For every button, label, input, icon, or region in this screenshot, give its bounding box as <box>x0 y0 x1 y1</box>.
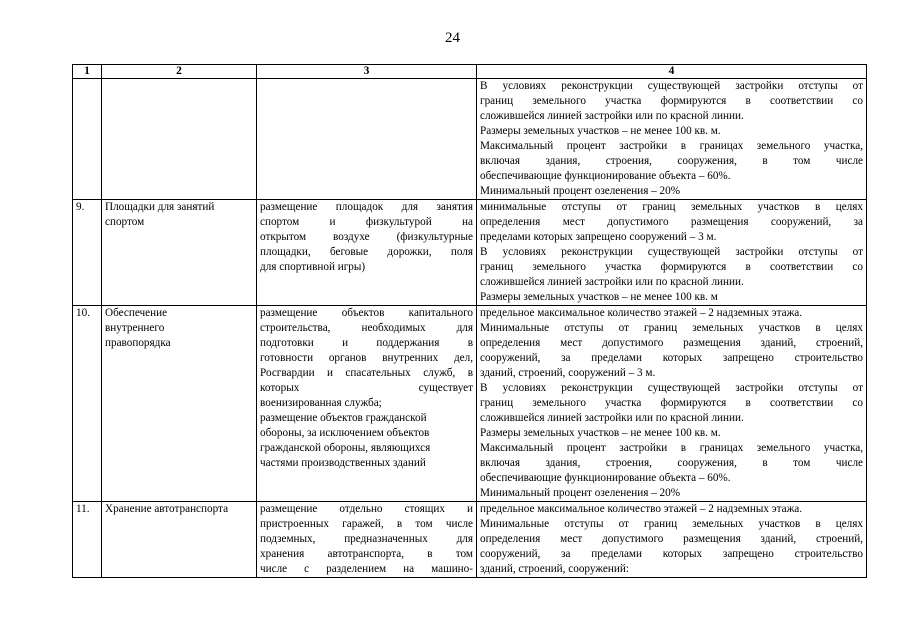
land-use-description-cell <box>257 306 477 502</box>
text-line: сооружений, за пределами которых запрещено строительство <box>480 352 863 364</box>
row-number-cell: 11. <box>73 502 102 578</box>
regulations-table <box>72 64 867 578</box>
header-col-2: 2 <box>102 65 257 79</box>
text-line: включая здания, строения, сооружения, в том числе <box>480 457 863 469</box>
text-line: готовности органов внутренних дел, <box>260 352 473 364</box>
text-line: спортом и физкультурой на <box>260 216 473 228</box>
text-line: Размеры земельных участков – не менее 100 кв. м. <box>480 427 721 439</box>
table-row <box>73 502 867 578</box>
parameters-cell <box>477 502 867 578</box>
text-line: подземных, предназначенных для <box>260 533 473 545</box>
text-line: строительства, необходимых для <box>260 322 473 334</box>
text-line: числе с разделением на машино- <box>260 563 473 575</box>
land-use-description-cell <box>257 200 477 306</box>
text-line: размещение объектов гражданской <box>260 412 427 424</box>
text-line: Размеры земельных участков – не менее 100 кв. м <box>480 291 718 303</box>
page-number: 24 <box>445 30 460 46</box>
text-line: Минимальный процент озеленения – 20% <box>480 185 681 197</box>
text-line: включая здания, строения, сооружения, в том числе <box>480 155 863 167</box>
text-line: Хранение автотранспорта <box>105 503 229 515</box>
text-line: правопорядка <box>105 337 171 349</box>
text-line: хранения автотранспорта, в том <box>260 548 473 560</box>
text-line: В условиях реконструкции существующей застройки отступы от <box>480 246 863 258</box>
land-use-description-cell <box>257 502 477 578</box>
header-col-1: 1 <box>73 65 102 79</box>
text-line: границ земельного участка формируются в соответствии со <box>480 397 863 409</box>
text-line: границ земельного участка формируются в соответствии со <box>480 261 863 273</box>
text-line: обороны, за исключением объектов <box>260 427 430 439</box>
text-line: площадки, беговые дорожки, поля <box>260 246 473 258</box>
text-line: для спортивной игры) <box>260 261 366 273</box>
text-line: которых существует <box>260 382 473 394</box>
text-line: Минимальные отступы от границ земельных участков в целях <box>480 322 863 334</box>
text-line: внутреннего <box>105 322 165 334</box>
table-row <box>73 79 867 200</box>
text-line: пристроенных гаражей, в том числе <box>260 518 473 530</box>
land-use-name-cell <box>102 200 257 306</box>
row-number-cell: 9. <box>73 200 102 306</box>
text-line: Размеры земельных участков – не менее 100 кв. м. <box>480 125 721 137</box>
land-use-description-cell <box>257 79 477 200</box>
table-row <box>73 200 867 306</box>
text-line: сложившейся линией застройки или по красной линии. <box>480 412 744 424</box>
text-line: частями производственных зданий <box>260 457 426 469</box>
text-line: открытом воздухе (физкультурные <box>260 231 473 243</box>
row-number-cell: 10. <box>73 306 102 502</box>
land-use-name-cell <box>102 502 257 578</box>
text-line: подготовки и поддержания в <box>260 337 473 349</box>
text-line: размещение объектов капитального <box>260 307 473 319</box>
text-line: спортом <box>105 216 145 228</box>
parameters-cell <box>477 306 867 502</box>
text-line: Минимальные отступы от границ земельных участков в целях <box>480 518 863 530</box>
table-row <box>73 306 867 502</box>
text-line: границ земельного участка формируются в соответствии со <box>480 95 863 107</box>
header-col-4: 4 <box>477 65 867 79</box>
text-line: Минимальный процент озеленения – 20% <box>480 487 681 499</box>
land-use-name-cell <box>102 79 257 200</box>
text-line: Максимальный процент застройки в границах земельного участка, <box>480 140 863 152</box>
text-line: зданий, строений, сооружений: <box>480 563 629 575</box>
text-line: предельное максимальное количество этажей – 2 надземных этажа. <box>480 503 803 515</box>
text-line: зданий, строений, сооружений – 3 м. <box>480 367 656 379</box>
text-line: Максимальный процент застройки в границах земельного участка, <box>480 442 863 454</box>
text-line: обеспечивающие функционирование объекта – 60%. <box>480 472 731 484</box>
row-number-cell <box>73 79 102 200</box>
text-line: размещение отдельно стоящих и <box>260 503 473 515</box>
text-line: определения мест допустимого размещения зданий, строений, <box>480 337 863 349</box>
text-line: военизированная служба; <box>260 397 382 409</box>
text-line: предельное максимальное количество этажей – 2 надземных этажа. <box>480 307 803 319</box>
table-header-row <box>73 65 867 79</box>
text-line: пределами которых запрещено сооружений – 3 м. <box>480 231 717 243</box>
text-line: размещение площадок для занятия <box>260 201 473 213</box>
text-line: Площадки для занятий <box>105 201 215 213</box>
parameters-cell <box>477 79 867 200</box>
parameters-cell <box>477 200 867 306</box>
text-line: обеспечивающие функционирование объекта – 60%. <box>480 170 731 182</box>
text-line: Росгвардии и спасательных служб, в <box>260 367 473 379</box>
text-line: гражданской обороны, являющихся <box>260 442 431 454</box>
land-use-name-cell <box>102 306 257 502</box>
header-col-3: 3 <box>257 65 477 79</box>
text-line: Обеспечение <box>105 307 168 319</box>
text-line: сложившейся линией застройки или по красной линии. <box>480 110 744 122</box>
text-line: В условиях реконструкции существующей застройки отступы от <box>480 80 863 92</box>
text-line: определения мест допустимого размещения зданий, строений, <box>480 533 863 545</box>
text-line: сооружений, за пределами которых запрещено строительство <box>480 548 863 560</box>
text-line: минимальные отступы от границ земельных участков в целях <box>480 201 863 213</box>
text-line: В условиях реконструкции существующей застройки отступы от <box>480 382 863 394</box>
text-line: сложившейся линией застройки или по красной линии. <box>480 276 744 288</box>
text-line: определения мест допустимого размещения сооружений, за <box>480 216 863 228</box>
